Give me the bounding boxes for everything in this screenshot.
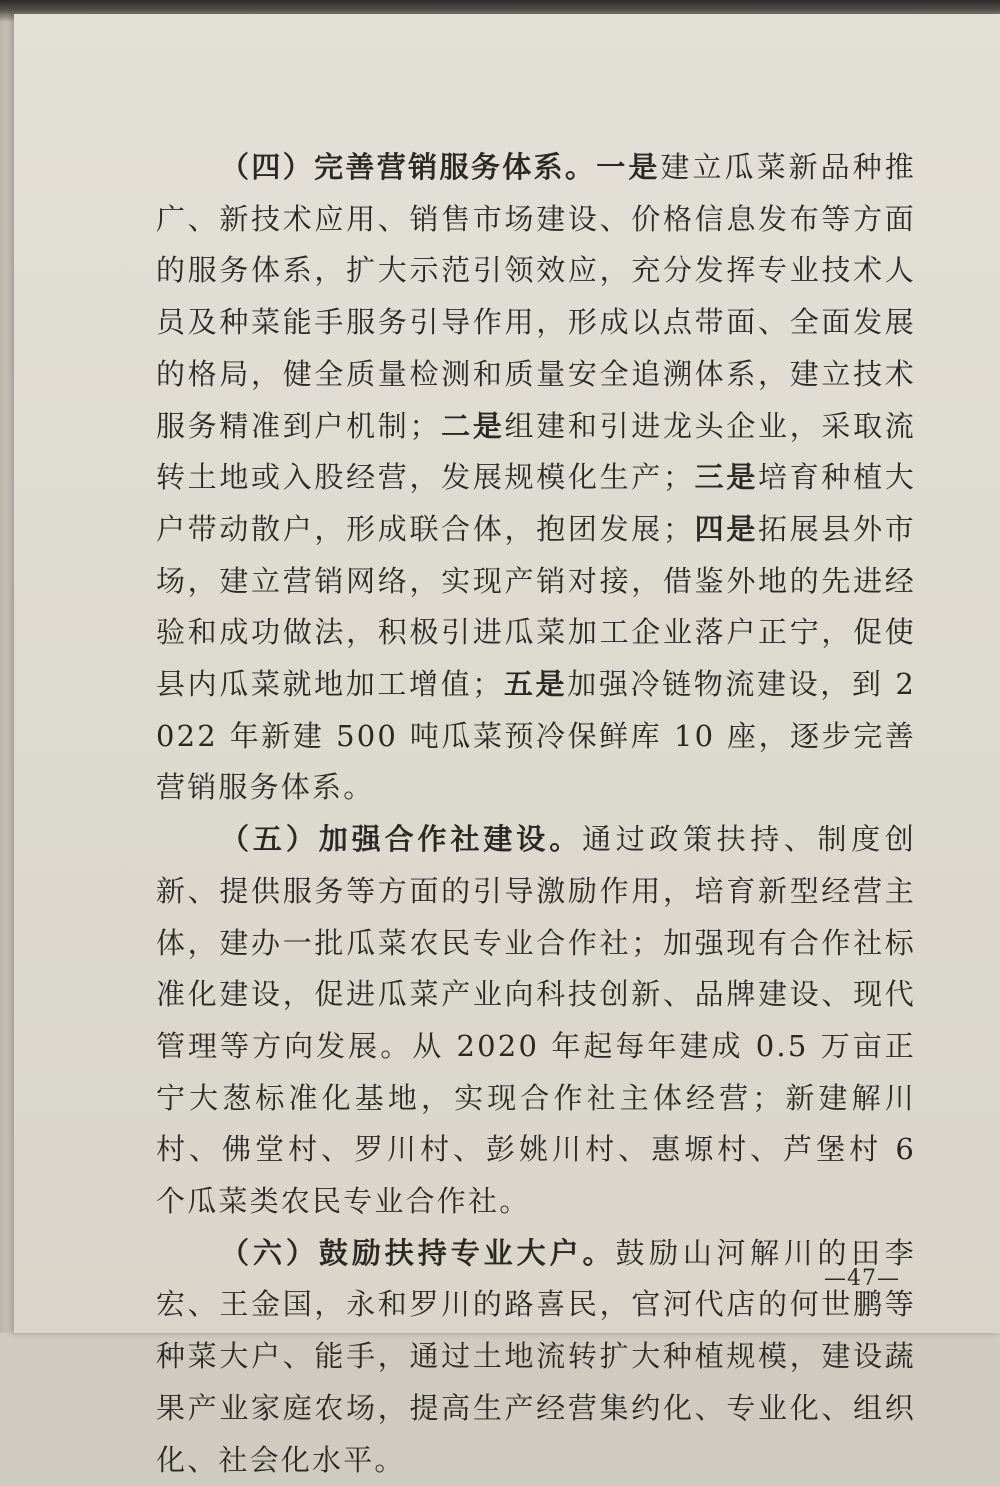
keyword-2: 二是	[440, 408, 505, 443]
page-number: —47—	[824, 1266, 900, 1291]
keyword-3: 三是	[694, 460, 759, 495]
paragraph-large-households	[156, 1228, 916, 1486]
section-heading-5: （五）加强合作社建设。	[220, 822, 583, 857]
section-heading-6: （六）鼓励扶持专业大户。	[220, 1235, 616, 1270]
segment-text-3: 培育种植大户带动散户，形成联合体，抱团发展；	[156, 460, 916, 546]
paragraph-marketing-service	[156, 142, 916, 814]
body-text	[156, 142, 916, 1486]
paragraph-cooperative	[156, 814, 916, 1228]
segment-text-1: 建立瓜菜新品种推广、新技术应用、销售市场建设、价格信息发布等方面的服务体系，扩大示范引领效应，充分发挥专业技术人员及种菜能手服务引导作用，形成以点带面、全面发展的格局，健全质量检测和质量安全追溯体系，建立技术服务精准到户机制；	[156, 150, 916, 443]
paragraph-body-6: 鼓励山河解川的田李宏、王金国，永和罗川的路喜民，官河代店的何世鹏等种菜大户、能手，通过土地流转扩大种植规模，建设蔬果产业家庭农场，提高生产经营集约化、专业化、组织化、社会化水平。	[156, 1235, 916, 1477]
keyword-1: 一是	[596, 150, 661, 184]
segment-text-4: 拓展县外市场，建立营销网络，实现产销对接，借鉴外地的先进经验和成功做法，积极引进瓜菜加工企业落户正宁，促使县内瓜菜就地加工增值；	[156, 511, 916, 702]
document-page	[14, 14, 1000, 1477]
section-heading-4: （四）完善营销服务体系。	[220, 150, 597, 184]
keyword-5: 五是	[503, 667, 568, 702]
paragraph-body-5: 通过政策扶持、制度创新、提供服务等方面的引导激励作用，培育新型经营主体，建办一批瓜菜农民专业合作社；加强现有合作社标准化建设，促进瓜菜产业向科技创新、品牌建设、现代管理等方向发展。从 2020 年起每年建成 0.5 万亩正宁大葱标准化基地，实现合作社主体经营；新建解川村、佛堂村、罗川村、彭姚川村、惠塬村、芦堡村 6 个瓜菜类农民专业合作社。	[156, 822, 916, 1219]
keyword-4: 四是	[694, 511, 759, 546]
segment-text-2: 组建和引进龙头企业，采取流转土地或入股经营，发展规模化生产；	[156, 408, 916, 495]
segment-text-5: 加强冷链物流建设，到 2022 年新建 500 吨瓜菜预冷保鲜库 10 座，逐步完善营销服务体系。	[156, 667, 916, 805]
